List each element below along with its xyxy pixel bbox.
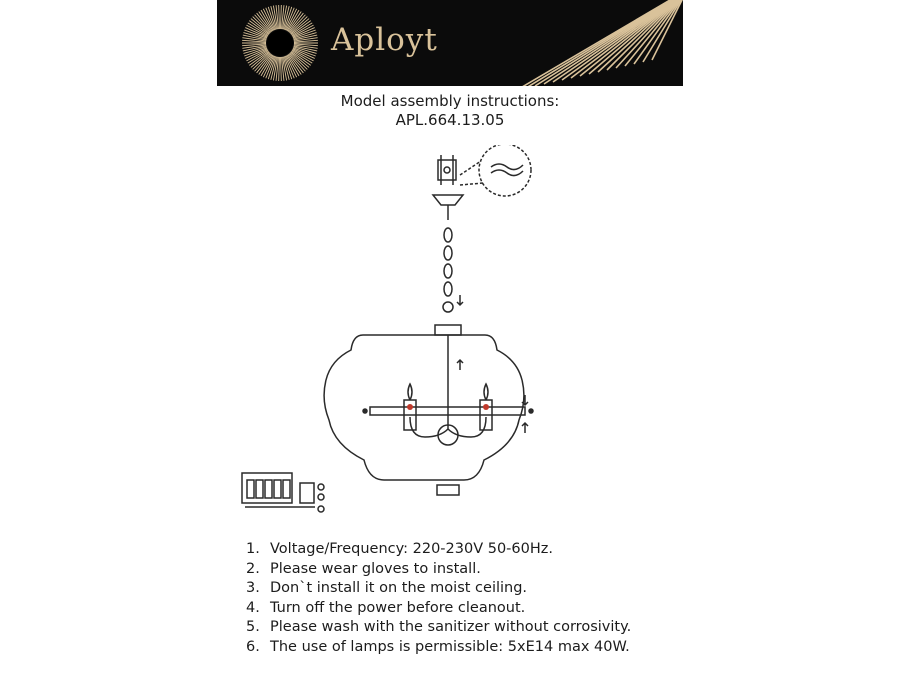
list-item: 4. Turn off the power before cleanout. [246, 599, 526, 616]
brand-banner [217, 0, 683, 86]
list-item: 2. Please wear gloves to install. [246, 560, 481, 577]
brand-name: Aployt [331, 22, 438, 58]
list-item: 1. Voltage/Frequency: 220-230V 50-60Hz. [246, 541, 553, 557]
document-title: Model assembly instructions: [340, 92, 560, 110]
sunburst-logo-icon [217, 0, 683, 86]
list-item: 5. Please wash with the sanitizer without corrosivity. [246, 619, 632, 636]
list-item: 6. The use of lamps is permissible: 5xE14 max 40W. [246, 638, 630, 655]
safety-notes-list [246, 540, 631, 658]
chandelier-assembly-diagram [225, 145, 545, 525]
model-number: APL.664.13.05 [395, 111, 505, 129]
list-item: 3. Don`t install it on the moist ceiling. [246, 580, 528, 597]
